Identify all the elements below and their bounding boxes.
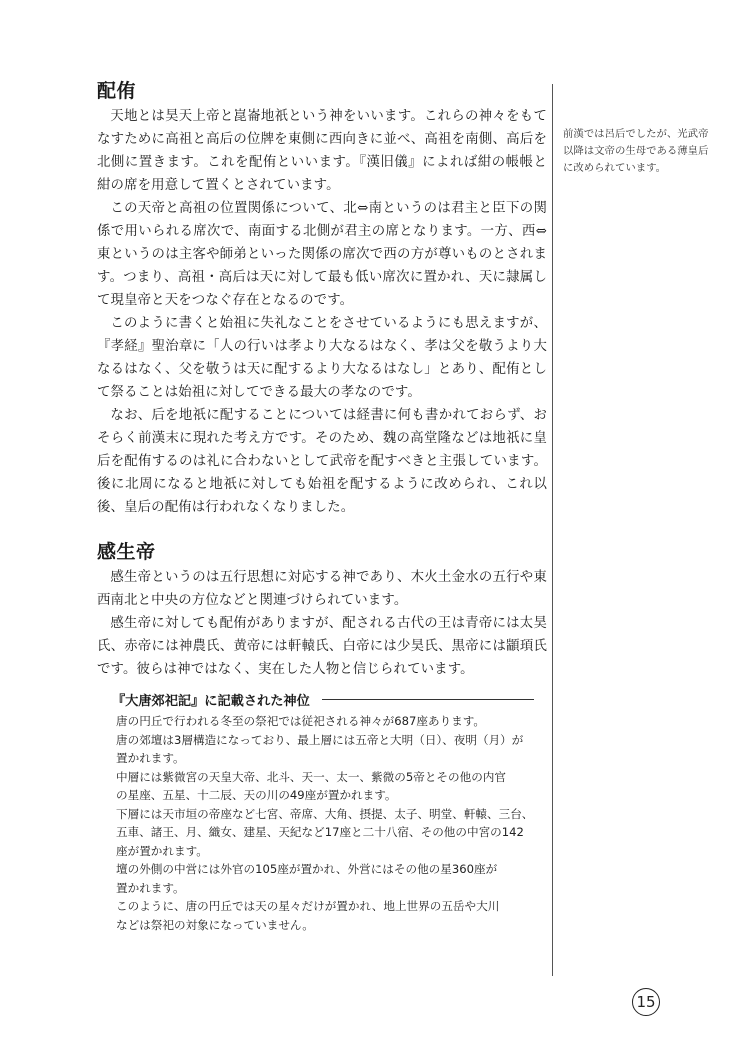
main-column <box>97 78 547 681</box>
info-box <box>108 688 548 934</box>
section-kanseitei <box>97 539 547 681</box>
info-box-line: 置かれます。 <box>116 880 185 895</box>
info-box-line: 置かれます。 <box>116 751 185 765</box>
paragraph: このように書くと始祖に失礼なことをさせているようにも思えますが、『孝経』聖治章に「人の行いは孝より大なるはなく、孝は父を敬うより大なるはなく、父を敬うは天に配するより大なるはなし」とあり、配侑として祭ることは始祖に対してできる最大の孝なのです。 <box>97 316 547 400</box>
margin-divider-line <box>552 84 553 976</box>
info-box-line: 唐の郊壇は3層構造になっており、最上層には五帝と大明（日）、夜明（月）が <box>116 732 524 747</box>
section-haiyu <box>97 78 547 519</box>
info-box-rule <box>322 699 534 700</box>
info-box-line: 中層には紫微宮の天皇大帝、北斗、天一、太一、紫微の5帝とその他の内官 <box>116 769 506 784</box>
margin-note: 前漢では呂后でしたが、光武帝以降は文帝の生母である薄皇后に改められています。 <box>563 128 709 174</box>
paragraph: なお、后を地祇に配することについては経書に何も書かれておらず、おそらく前漢末に現れた考え方です。そのため、魏の高堂隆などは地祇に皇后を配侑するのは礼に合わないとして武帝を配すべきと主張しています。後に北周になると地祇に対しても始祖を配するように改められ、これ以後、皇后の配侑は行われなくなりました。 <box>97 408 547 515</box>
paragraph: この天帝と高祖の位置関係について、北⇔南というのは君主と臣下の関係で用いられる席次で、南面する北側が君主の席となります。一方、西⇔東というのは主客や師弟といった関係の席次で西の方が尊いものとされます。つまり、高祖・高后は天に対して最も低い席次に置かれ、天に隷属して現皇帝と天をつなぐ存在となるのです。 <box>97 201 547 308</box>
paragraph: 天地とは昊天上帝と崑崙地祇という神をいいます。これらの神々をもてなすために高祖と高后の位牌を東側に西向きに並べ、高祖を南側、高后を北側に置きます。これを配侑といいます。『漢旧儀』によれば紺の帳帳と紺の席を用意して置くとされています。 <box>97 109 547 193</box>
info-box-header <box>108 688 548 710</box>
section-heading-kanseitei: 感生帝 <box>97 541 156 563</box>
paragraph: 感生帝というのは五行思想に対応する神であり、木火土金水の五行や東西南北と中央の方位などと関連づけられています。 <box>97 570 547 608</box>
paragraph: 感生帝に対しても配侑がありますが、配される古代の王は青帝には太昊氏、赤帝には神農氏、黄帝には軒轅氏、白帝には少昊氏、黒帝には顓頊氏です。彼らは神ではなく、実在した人物と信じられています。 <box>97 616 547 677</box>
info-box-line: このように、唐の円丘では天の星々だけが置かれ、地上世界の五岳や大川 <box>116 899 500 913</box>
info-box-line: などは祭祀の対象になっていません。 <box>116 917 314 932</box>
info-box-line: の星座、五星、十二辰、天の川の49座が置かれます。 <box>116 788 397 802</box>
info-box-line: 壇の外側の中営には外官の105座が置かれ、外営にはその他の星360座が <box>116 862 498 876</box>
section-heading-haiyu: 配侑 <box>97 80 137 102</box>
info-box-body <box>116 712 548 934</box>
info-box-title: 『大唐郊祀記』に記載された神位 <box>112 693 310 709</box>
info-box-line: 五車、諸王、月、織女、建星、天紀など17座と二十八宿、その他の中宮の142 <box>116 825 524 839</box>
page-number: 15 <box>632 988 660 1016</box>
info-box-line: 下層には天市垣の帝座など七宮、帝席、大角、摂提、太子、明堂、軒轅、三台、 <box>116 806 534 821</box>
info-box-line: 座が置かれます。 <box>116 843 208 858</box>
info-box-line: 唐の円丘で行われる冬至の祭祀では従祀される神々が687座あります。 <box>116 714 486 728</box>
